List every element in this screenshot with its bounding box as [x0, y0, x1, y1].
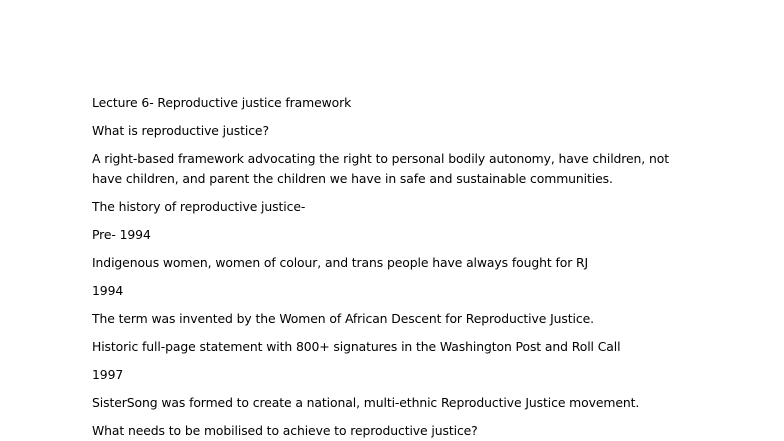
history-paragraph: Historic full-page statement with 800+ signatures in the Washington Post and Roll Call	[92, 339, 621, 354]
period-label-pre-1994: Pre- 1994	[92, 227, 151, 242]
history-paragraph: The term was invented by the Women of African Descent for Reproductive Justice.	[92, 311, 594, 326]
lecture-title: Lecture 6- Reproductive justice framework	[92, 95, 352, 110]
year-label-1994: 1994	[92, 283, 124, 298]
history-paragraph: SisterSong was formed to create a national, multi-ethnic Reproductive Justice movement.	[92, 395, 640, 410]
question-heading: What is reproductive justice?	[92, 123, 269, 138]
document-body	[92, 93, 692, 441]
history-heading: The history of reproductive justice-	[92, 199, 306, 214]
year-label-1997: 1997	[92, 367, 124, 382]
history-paragraph: Indigenous women, women of colour, and trans people have always fought for RJ	[92, 255, 589, 270]
definition-paragraph: A right-based framework advocating the right to personal bodily autonomy, have children, not have children, and parent the children we have in safe and sustainable communities.	[92, 151, 669, 186]
question-heading: What needs to be mobilised to achieve to reproductive justice?	[92, 423, 478, 438]
